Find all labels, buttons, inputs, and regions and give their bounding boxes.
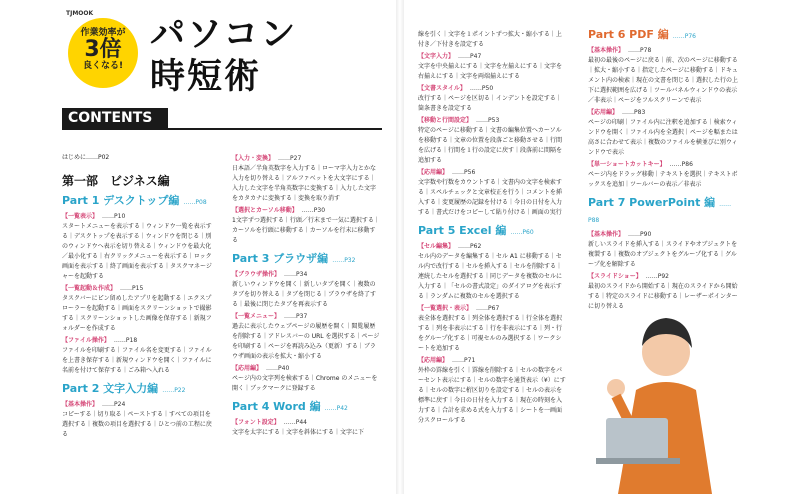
section-heading: 【スライドショー】 ……P92 [588,273,669,280]
brand-label: TJMOOK [66,10,94,17]
section-text: スタートメニューを表示する｜ウィンドウ一覧を表示する｜デスクトップを表示する｜ウィンドウを閉じる｜別のウィンドウへ表示を切り替える｜ウィンドウを最大化／最小化する｜右クリックメニューを表示する｜ロック画面を表示する｜終了画面を表示する｜タスクマネージャーを起動する [62,223,212,280]
part5-heading: Part 5 Excel 編 ……P60 [418,224,534,237]
part1-heading: Part 1 デスクトップ編 ……P08 [62,194,207,207]
badge-line1: 作業効率が [80,28,126,38]
section-heading: 【ブラウザ操作】 ……P34 [232,271,308,278]
person-with-laptop-illustration [596,300,726,494]
arm-shape [616,396,628,420]
part-heading: 第一部 ビジネス編 [62,174,170,188]
section-text: 最初の最後のページに戻る｜前、次のページに移動する｜拡大・縮小する｜指定したページに移動する｜ドキュメント内の検索｜現在の文書を閉じる｜選択した行の上下に選択範囲を広げる｜ツールバネルウィンドウの表示／非表示｜ページをフルスクリーンで表示 [588,57,739,104]
book-title [150,14,297,98]
section-text: 文字を太字にする｜文字を斜体にする｜文字に下 [232,429,365,436]
part2-heading: Part 2 文字入力編 ……P22 [62,382,186,395]
section-text: 文字数や行数をカウントする｜文書内の文字を検索する｜スペルチェックと文章校正を行う｜コメントを挿入する｜変更履歴の記録を付ける｜今日の日付を入力する｜書式だけをコピーして貼り付ける｜画面の実行 [418,179,563,216]
section-text: 特定のページに移動する｜文書の編集位置へカーソルを移動する｜文章の位置を段落ごと移動させる｜行間を広げる｜行間を１行の設定に戻す｜段落前に間隔を追加する [418,127,563,164]
section-heading: 【基本操作】 ……P78 [588,47,652,54]
left-page [62,0,382,494]
section-text: 新しいウィンドウを開く｜新しいタブを開く｜複数のタブを切り替える｜タブを閉じる｜ブラウザを終了する｜最後に閉じたタブを再表示する [232,281,377,308]
laptop-shape [606,418,668,460]
section-text: 表全体を選択する｜列全体を選択する｜行全体を選択する｜列を非表示にする｜行を非表示にする｜列・行をグループ化する｜可視セルのみ選択する｜ワークシートを追加する [418,315,563,352]
section-heading: 【文書スタイル】 ……P50 [418,85,494,92]
section-text: 外枠の罫線を引く｜罫線を削除する｜セルの数字をパーセント表示にする｜セルの数字を通貨表示（¥）にする｜セルの数字に桁区切りを設定する｜セルの表示を標準に戻す｜今日の日付を入力する｜現在の時刻を入力する｜合計を求める式を入力する｜シートを一画面分スクロールする [418,367,566,424]
section-text: 日本語／半角英数字を入力する｜ローマ字入力とかな入力を切り替える｜アルファベットを大文字にする｜入力した文字を半角英数字に変換する｜入力した文字をカタカナに変換する｜変換を取り消す [232,165,377,202]
toc-column-3 [418,30,566,426]
section-heading: 【移動と行間設定】 ……P53 [418,117,500,124]
part6-heading: Part 6 PDF 編 ……P76 [588,28,696,41]
section-heading: 【フォント設定】 ……P44 [232,419,307,426]
ok-hand-shape [607,379,625,397]
toc-column-2 [232,152,380,438]
section-text: 1文字ずつ選択する｜行頭／行末まで一気に選択する｜カーソルを行頭に移動する｜カーソルを行末に移動する [232,217,380,244]
section-text: 最初のスライドから開始する｜現在のスライドから開始する｜特定のスライドに移動する｜レーザーポインターに切り替える [588,283,738,310]
section-heading: 【選択とカーソル移動】 ……P30 [232,207,326,214]
section-text: コピーする｜切り取る｜ペーストする｜すべての項目を選択する｜複数の項目を選択する｜ひとつ前の工程に戻る [62,411,212,438]
part3-heading: Part 3 ブラウザ編 ……P32 [232,252,356,265]
section-heading: 【応用編】 ……P56 [418,169,476,176]
badge-line2: 3倍 [84,37,122,62]
section-text: 過去に表示したウェブページの履歴を開く｜閲覧履歴を削除する｜アドレスバーの URL を選択する｜ページを印刷する｜ページを再読み込み（更新）する｜ブラウザ画面の表示を拡大・縮小する [232,323,380,360]
badge-line3: 良くなる! [82,61,124,71]
section-heading: 【一覧メニュー】 ……P37 [232,313,308,320]
yellow-badge [68,18,138,88]
section-heading: 【一覧起動＆作成】 ……P15 [62,285,144,292]
intro-entry: はじめに……P02 [62,154,110,161]
title-line1: パソコン [150,15,298,55]
section-heading: 【入力・変換】 ……P27 [232,155,302,162]
section-text: セル内のデータを編集する｜セル A1 に移動する｜セル内で改行する｜セルを挿入する｜セルを削除する｜連続したセルを選択する｜同じデータを複数のセルに入力する｜「セルの書式設定」のダイアログを表示する｜ランダムに複数のセルを選択する [418,253,563,300]
section-heading: 【ファイル操作】 ……P18 [62,337,138,344]
section-heading: 【単一ショートカットキー】 ……P86 [588,161,693,168]
section-heading: 【文字入力】 ……P47 [418,53,482,60]
part4-heading: Part 4 Word 編 ……P42 [232,400,348,413]
section-heading: 【一覧選択・表示】 ……P67 [418,305,500,312]
laptop-base-shape [596,458,680,464]
book-spine [396,0,404,494]
contents-rule [62,128,382,130]
section-text: ページの印刷｜ファイル内に注釈を追加する｜検索ウィンドウを開く｜ファイル内を全選択｜ページを幅または高さに合わせて表示｜複数のファイルを横並びに別ウィンドウで表示 [588,119,738,156]
section-heading: 【応用編】 ……P40 [232,365,290,372]
section-heading: 【基本操作】 ……P24 [62,401,126,408]
section-text: 線を引く｜文字を１ポイントずつ拡大・縮小する｜上付き／下付きを設定する [418,31,562,48]
section-text: ファイルを印刷する｜ファイル名を変更する｜ファイルを上書き保存する｜新規ウィンドウを開く｜ファイルに名前を付けて保存する｜ごみ箱へ入れる [62,347,212,374]
section-text: 文字を中央揃えにする｜文字を左揃えにする｜文字を右揃えにする｜文字を両端揃えにする [418,63,563,80]
section-text: ページ内の文字列を検索する｜Chrome のメニューを開く｜ブックマークに登録する [232,375,378,392]
contents-heading: CONTENTS [62,108,168,130]
section-text: ページ内をドラッグ移動｜テキストを選択｜テキストボックスを追加｜ツールバーの表示／非表示 [588,171,738,188]
part7-heading: Part 7 PowerPoint 編 ……P88 [588,196,732,224]
toc-column-1 [62,170,212,440]
section-heading: 【応用編】 ……P83 [588,109,646,116]
section-heading: 【基本操作】 ……P90 [588,231,652,238]
section-heading: 【応用編】 ……P71 [418,357,476,364]
section-text: 改行する｜ページを区切る｜インデントを設定する｜箇条書きを設定する [418,95,562,112]
section-text: 新しいスライドを挿入する｜スライドやオブジェクトを複製する｜複数のオブジェクトをグループ化する｜グループ化を解除する [588,241,738,268]
section-heading: 【セル編集】 ……P62 [418,243,482,250]
section-heading: 【一覧表示】 ……P10 [62,213,126,220]
title-line2: 時短術 [150,57,262,97]
toc-column-4 [588,22,738,312]
section-text: タスクバーにピン留めしたアプリを起動する｜エクスプローラーを起動する｜画面をスクリーンショットで撮影する｜スクリーンショットした画像を保存する｜新規フォルダーを作成する [62,295,212,332]
